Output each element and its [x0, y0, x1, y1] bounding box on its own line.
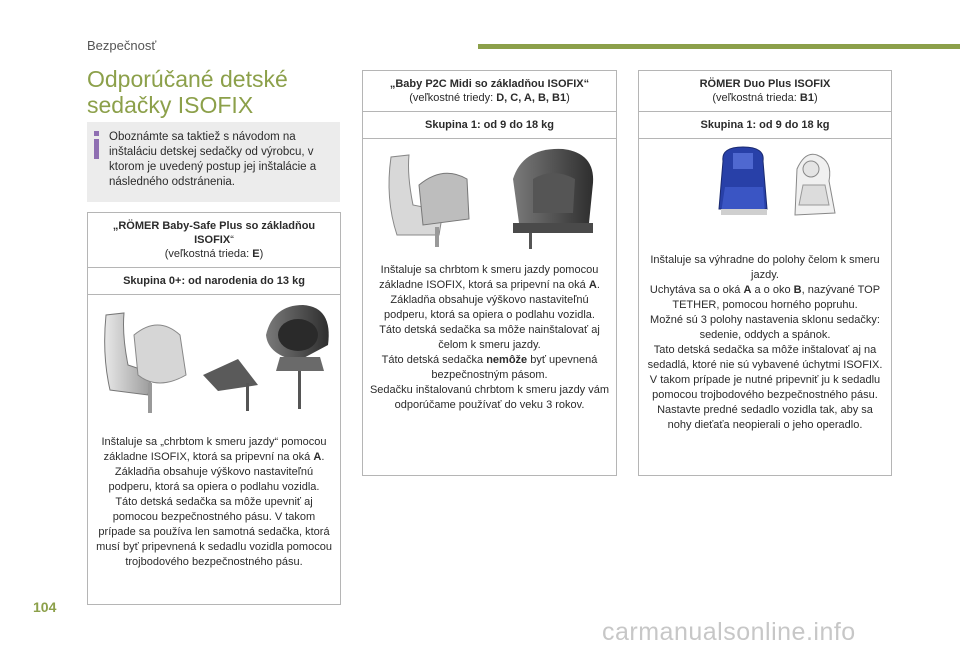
desc-punct: .: [596, 279, 600, 291]
seat-description: [639, 247, 891, 433]
desc-line: , nazývané TOP TETHER, pomocou horného popruhu.: [672, 284, 881, 311]
section-header: Bezpečnosť: [87, 38, 157, 53]
anchor-label: A: [743, 284, 752, 296]
desc-line: Táto detská sedačka sa môže nainštalovať aj čelom k smeru jazdy.: [379, 324, 600, 351]
size-class: E: [252, 248, 260, 260]
weight-group: Skupina 1: od 9 do 18 kg: [639, 112, 891, 139]
child-seat-image: [363, 139, 616, 251]
weight-group: Skupina 0+: od narodenia do 13 kg: [88, 268, 340, 295]
booster-seat-image: [639, 139, 891, 247]
seat-description: [88, 417, 340, 570]
seat-card-header: [639, 71, 891, 112]
seat-card-romer-duo-plus: [638, 70, 892, 476]
size-class: B1: [799, 92, 814, 104]
seat-illustration: [88, 295, 340, 417]
seat-card-romer-baby-safe: [87, 212, 341, 605]
seat-card-header: [88, 213, 340, 268]
desc-punct: .: [321, 451, 325, 463]
seat-name: Baby P2C Midi so základňou ISOFIX: [395, 78, 584, 90]
page-title: [87, 66, 337, 118]
desc-line: Inštaluje sa „chrbtom k smeru jazdy“ pomocou základne ISOFIX, ktorá sa pripevní na oká: [101, 436, 327, 463]
paren: ): [566, 92, 570, 104]
desc-line: Táto detská sedačka: [381, 354, 487, 366]
emphasis: nemôže: [486, 354, 528, 366]
page-title-line2: sedačky ISOFIX: [87, 92, 254, 118]
quote-mark: “: [230, 234, 234, 246]
seat-name: „RÖMER Baby-Safe Plus so základňou: [112, 220, 316, 232]
desc-line: Možné sú 3 polohy nastavenia sklonu sedačky: sedenie, oddych a spánok.: [650, 314, 880, 341]
info-text: Oboznámte sa taktiež s návodom na inštaláciu detskej sedačky od výrobcu, v ktorom je uvedený postup jej inštalácie a následného odstránenia.: [109, 131, 317, 188]
size-label: (veľkostné triedy:: [409, 92, 497, 104]
desc-line: Základňa obsahuje výškovo nastaviteľnú podperu, ktorá sa opiera o podlahu vozidla.: [108, 466, 320, 493]
paren: ): [259, 248, 264, 260]
info-note: [87, 122, 340, 202]
paren: ): [813, 92, 818, 104]
desc-line: a o oko: [751, 284, 794, 296]
infant-carrier-image: [88, 295, 340, 417]
desc-line: Táto detská sedačka sa môže upevniť aj pomocou bezpečnostného pásu. V takom prípade sa používa len samotná sedačka, ktorá musí byť pripevnená k sedadlu vozidla pomocou trojbodového bezpečnostného pásu.: [96, 496, 332, 568]
info-icon: [94, 131, 100, 159]
seat-card-header: [363, 71, 616, 112]
weight-group: Skupina 1: od 9 do 18 kg: [363, 112, 616, 139]
desc-line: Sedačku inštalovanú chrbtom k smeru jazdy vám odporúčame používať do veku 3 rokov.: [369, 384, 610, 411]
header-rule: [478, 44, 960, 49]
seat-card-baby-p2c-midi: [362, 70, 617, 476]
quote-mark: “: [583, 78, 590, 90]
size-class: D, C, A, B, B1: [496, 92, 567, 104]
seat-name-cont: ISOFIX: [194, 234, 231, 246]
watermark: carmanualsonline.info: [602, 618, 856, 646]
seat-description: [363, 251, 616, 413]
desc-line: Základňa obsahuje výškovo nastaviteľnú podperu, ktorá sa opiera o podlahu vozidla.: [384, 294, 595, 321]
seat-illustration: [639, 139, 891, 247]
desc-line: byť upevnená bezpečnostným pásom.: [431, 354, 598, 381]
desc-line: Uchytáva sa o oká: [649, 284, 744, 296]
seat-name: RÖMER Duo Plus ISOFIX: [699, 78, 831, 90]
page-number: 104: [33, 599, 57, 615]
anchor-label: A: [588, 279, 597, 291]
quote-mark: „: [389, 78, 396, 90]
anchor-label: A: [313, 451, 322, 463]
desc-line: Inštaluje sa výhradne do polohy čelom k smeru jazdy.: [650, 254, 880, 281]
anchor-label: B: [793, 284, 802, 296]
seat-illustration: [363, 139, 616, 251]
desc-line: Inštaluje sa chrbtom k smeru jazdy pomocou základne ISOFIX, ktorá sa pripevní na oká: [379, 264, 599, 291]
page-title-line1: Odporúčané detské: [87, 66, 288, 92]
size-label: (veľkostná trieda:: [712, 92, 800, 104]
desc-line: Tato detská sedačka sa môže inštalovať aj na sedadlá, ktoré nie sú vybavené úchytmi ISOFIX. V takom prípade je nutné pripevniť ju k sedadlu pomocou trojbodového bezpečnostného pásu. Nastavte predné sedadlo vozidla tak, aby sa nohy dieťaťa neopierali o jeho operadlo.: [647, 344, 883, 431]
size-label: (veľkostná trieda:: [164, 248, 253, 260]
